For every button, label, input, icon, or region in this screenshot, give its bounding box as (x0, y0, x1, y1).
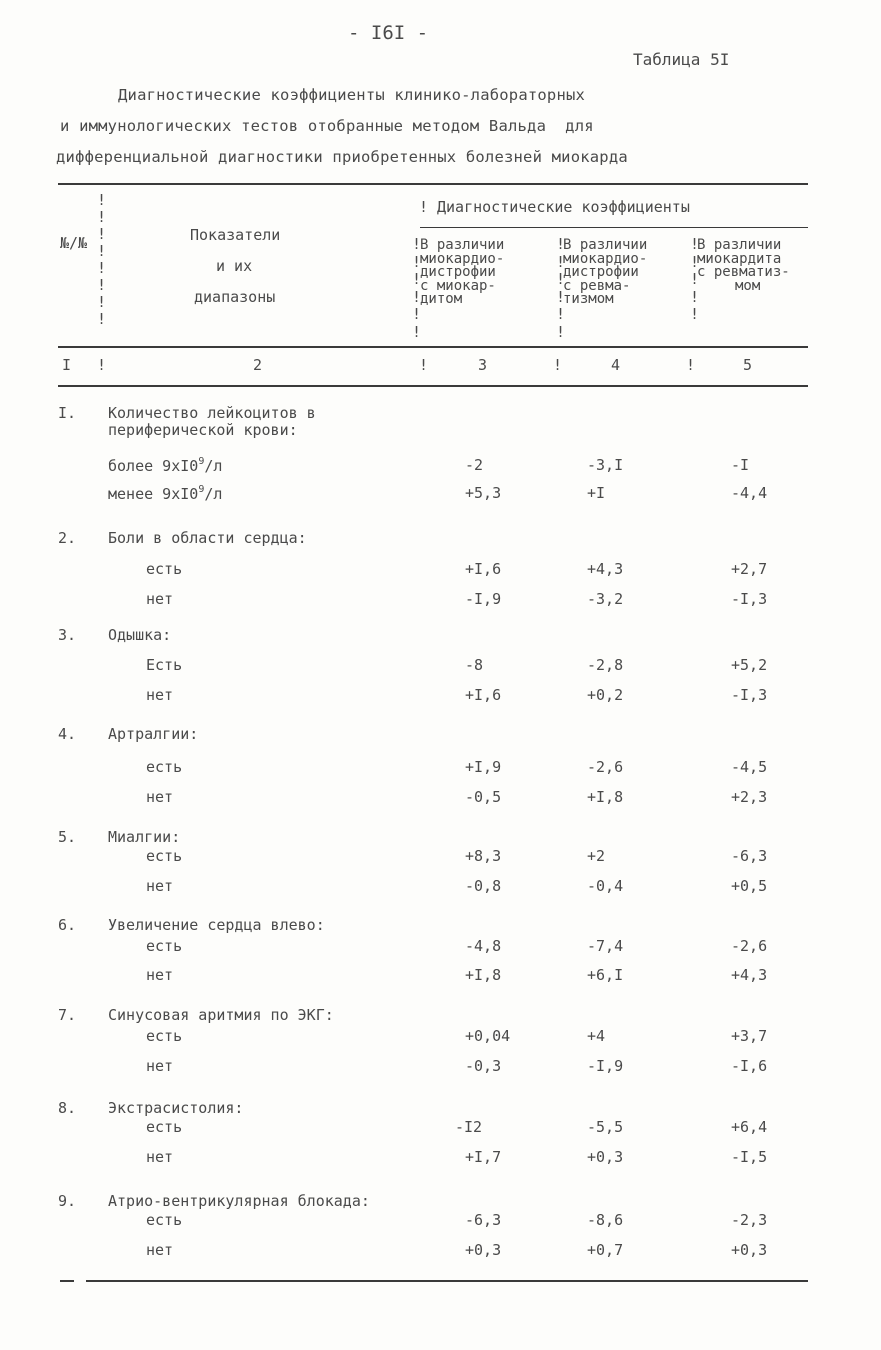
value-col5: +2,3 (731, 788, 768, 806)
section-title: Боли в области сердца: (108, 529, 307, 547)
caption-line-3: дифференциальной диагностики приобретенных болезней миокарда (56, 148, 628, 166)
row-label: нет (146, 966, 174, 984)
header-col4: В различии миокардио- дистрофии с ревма- тизмом (563, 237, 648, 307)
row-label: нет (146, 1241, 174, 1259)
row-label: более $9хI0^9/л$ (108, 456, 223, 475)
value-col3: -8 (465, 656, 484, 674)
header-group-title: Диагностические коэффициенты (437, 198, 690, 216)
header-separator-2: ! (419, 198, 429, 216)
value-col3: +I,9 (465, 758, 502, 776)
section-number: 3. (58, 626, 77, 644)
caption-line-2: и иммунологических тестов отобранные методом Вальда для (60, 117, 594, 135)
value-col5: +0,3 (731, 1241, 768, 1259)
row-label: есть (146, 937, 183, 955)
row-label: нет (146, 590, 174, 608)
value-col3: +0,04 (465, 1027, 511, 1045)
column-numbers-rule (58, 385, 808, 387)
section-number: 7. (58, 1006, 77, 1024)
value-col4: -3,I (587, 456, 624, 474)
value-col5: +0,5 (731, 877, 768, 895)
row-label: есть (146, 1027, 183, 1045)
header-col3: В различии миокардио- дистрофии с миокар- дитом (420, 237, 505, 307)
section-number: I. (58, 404, 77, 422)
value-col3: +I,8 (465, 966, 502, 984)
row-label: нет (146, 877, 174, 895)
value-col3: -I2 (455, 1118, 483, 1136)
section-number: 5. (58, 828, 77, 846)
value-col3: -0,8 (465, 877, 502, 895)
value-col4: -3,2 (587, 590, 624, 608)
section-number: 4. (58, 725, 77, 743)
header-indicator-3: диапазоны (194, 288, 276, 306)
table-bottom-rule (86, 1280, 808, 1282)
value-col3: -I,9 (465, 590, 502, 608)
value-col4: -0,4 (587, 877, 624, 895)
value-col3: -6,3 (465, 1211, 502, 1229)
value-col4: +2 (587, 847, 606, 865)
value-col4: +0,2 (587, 686, 624, 704)
row-label: есть (146, 1211, 183, 1229)
value-col5: -2,3 (731, 1211, 768, 1229)
section-title: Одышка: (108, 626, 172, 644)
value-col5: +4,3 (731, 966, 768, 984)
value-col4: -2,6 (587, 758, 624, 776)
value-col4: +0,7 (587, 1241, 624, 1259)
column-number-2: 2 (253, 356, 263, 374)
value-col3: -0,3 (465, 1057, 502, 1075)
section-title: периферической крови: (108, 421, 298, 439)
value-col4: +6,I (587, 966, 624, 984)
header-bottom-rule (58, 346, 808, 348)
value-col5: +2,7 (731, 560, 768, 578)
row-label: менее $9хI0^9/л$ (108, 484, 223, 503)
value-col5: -I,3 (731, 686, 768, 704)
page-number: - I6I - (348, 22, 429, 44)
header-separator-3: ! ! ! ! ! ! (412, 235, 422, 341)
value-col3: +I,7 (465, 1148, 502, 1166)
column-number-4: 4 (611, 356, 621, 374)
header-col5: В различии миокардита с ревматиз- мом (697, 237, 790, 294)
value-col3: +8,3 (465, 847, 502, 865)
row-label: есть (146, 1118, 183, 1136)
value-col5: -I,5 (731, 1148, 768, 1166)
row-label: нет (146, 1057, 174, 1075)
value-col3: +0,3 (465, 1241, 502, 1259)
value-col3: -0,5 (465, 788, 502, 806)
table-top-rule (58, 183, 808, 185)
value-col5: +5,2 (731, 656, 768, 674)
value-col5: -4,4 (731, 484, 768, 502)
value-col4: +I,8 (587, 788, 624, 806)
column-number-5: 5 (743, 356, 753, 374)
value-col4: -5,5 (587, 1118, 624, 1136)
section-title: Количество лейкоцитов в (108, 404, 316, 422)
section-title: Синусовая аритмия по ЭКГ: (108, 1006, 334, 1024)
value-col3: +I,6 (465, 686, 502, 704)
section-title: Экстрасистолия: (108, 1099, 244, 1117)
value-col3: +5,3 (465, 484, 502, 502)
column-number-1: I (62, 356, 72, 374)
value-col5: -2,6 (731, 937, 768, 955)
header-indicator-2: и их (216, 257, 253, 275)
header-separator-9: ! (686, 356, 696, 374)
section-number: 8. (58, 1099, 77, 1117)
value-col5: -I,6 (731, 1057, 768, 1075)
section-number: 9. (58, 1192, 77, 1210)
header-separator-5: ! ! ! ! ! (690, 235, 700, 323)
value-col5: -I (731, 456, 750, 474)
row-label: есть (146, 847, 183, 865)
value-col4: -8,6 (587, 1211, 624, 1229)
column-number-3: 3 (478, 356, 488, 374)
group-underline (420, 227, 808, 228)
value-col5: +3,7 (731, 1027, 768, 1045)
header-separator-8: ! (553, 356, 563, 374)
header-separator-7: ! (419, 356, 429, 374)
section-title: Увеличение сердца влево: (108, 916, 325, 934)
value-col4: -2,8 (587, 656, 624, 674)
row-label: нет (146, 1148, 174, 1166)
row-label: нет (146, 686, 174, 704)
value-col3: -4,8 (465, 937, 502, 955)
section-title: Артралгии: (108, 725, 199, 743)
value-col3: -2 (465, 456, 484, 474)
header-num-col: №/№ (60, 234, 88, 252)
value-col5: -4,5 (731, 758, 768, 776)
value-col4: -I,9 (587, 1057, 624, 1075)
value-col5: -I,3 (731, 590, 768, 608)
section-number: 2. (58, 529, 77, 547)
header-separator-4: ! ! ! ! ! ! (556, 235, 566, 341)
caption-line-1: Диагностические коэффициенты клинико-лабораторных (118, 86, 586, 104)
row-label: Есть (146, 656, 183, 674)
value-col4: -7,4 (587, 937, 624, 955)
value-col5: +6,4 (731, 1118, 768, 1136)
section-title: Атрио-вентрикулярная блокада: (108, 1192, 370, 1210)
row-label: есть (146, 560, 183, 578)
header-separator-1: ! ! ! ! ! ! ! ! (97, 191, 107, 328)
row-label: нет (146, 788, 174, 806)
table-label: Таблица 5I (633, 50, 730, 69)
value-col4: +I (587, 484, 606, 502)
section-number: 6. (58, 916, 77, 934)
value-col5: -6,3 (731, 847, 768, 865)
row-label: есть (146, 758, 183, 776)
section-title: Миалгии: (108, 828, 181, 846)
value-col4: +4,3 (587, 560, 624, 578)
header-indicator-1: Показатели (190, 226, 281, 244)
header-separator-6: ! (97, 356, 107, 374)
value-col4: +0,3 (587, 1148, 624, 1166)
table-bottom-rule-dash (60, 1280, 74, 1282)
value-col3: +I,6 (465, 560, 502, 578)
value-col4: +4 (587, 1027, 606, 1045)
